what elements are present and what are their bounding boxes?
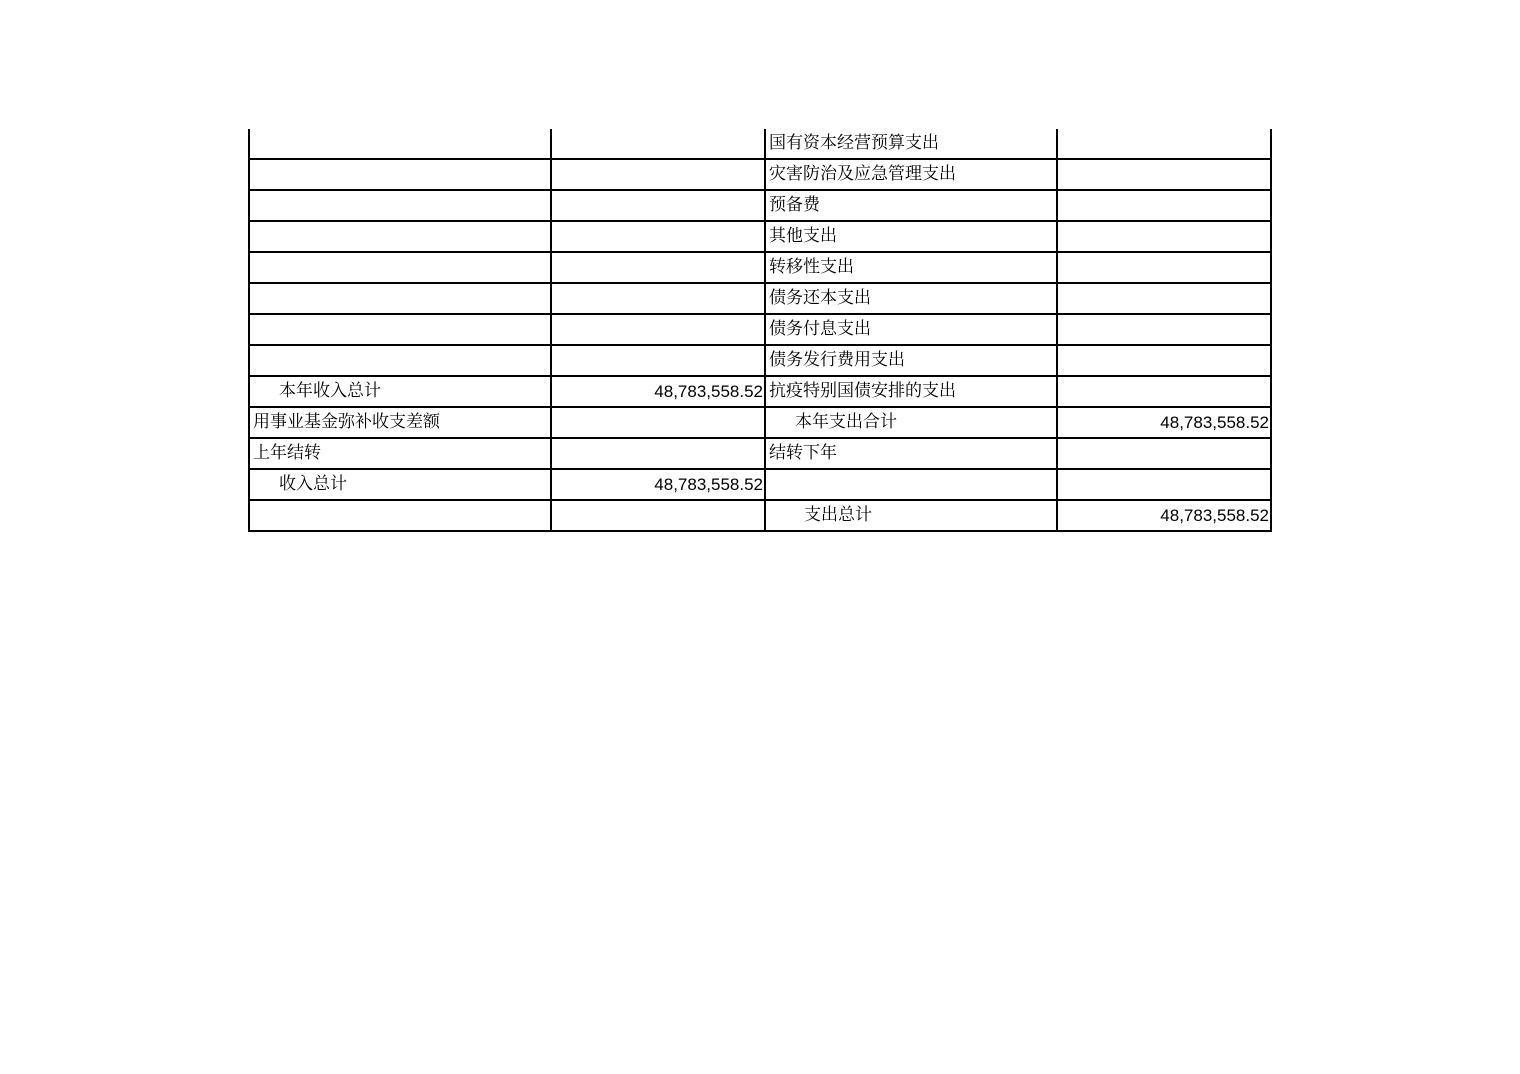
income-item-label xyxy=(249,159,551,190)
table-row xyxy=(249,376,1271,407)
income-item-amount xyxy=(551,190,765,221)
expense-item-label: 抗疫特别国债安排的支出 xyxy=(765,376,1057,407)
income-grand-total-amount: 48,783,558.52 xyxy=(551,469,765,500)
table-row xyxy=(249,438,1271,469)
income-item-amount xyxy=(551,129,765,159)
income-item-amount xyxy=(551,283,765,314)
table-row xyxy=(249,469,1271,500)
income-item-amount xyxy=(551,314,765,345)
income-item-amount xyxy=(551,500,765,531)
income-item-amount xyxy=(551,252,765,283)
income-item-amount xyxy=(551,345,765,376)
expense-item-label xyxy=(765,469,1057,500)
expense-year-total-label: 本年支出合计 xyxy=(765,407,1057,438)
income-item-amount xyxy=(551,438,765,469)
expense-item-label: 债务发行费用支出 xyxy=(765,345,1057,376)
table-row xyxy=(249,500,1271,531)
income-item-label xyxy=(249,221,551,252)
expense-item-label: 结转下年 xyxy=(765,438,1057,469)
income-year-total-amount: 48,783,558.52 xyxy=(551,376,765,407)
expense-item-label: 国有资本经营预算支出 xyxy=(765,129,1057,159)
expense-item-amount xyxy=(1057,283,1271,314)
expense-item-label: 债务付息支出 xyxy=(765,314,1057,345)
income-item-label xyxy=(249,252,551,283)
expense-item-amount xyxy=(1057,376,1271,407)
expense-item-label: 债务还本支出 xyxy=(765,283,1057,314)
table-row xyxy=(249,129,1271,159)
income-item-amount xyxy=(551,221,765,252)
table-row xyxy=(249,407,1271,438)
income-item-label: 用事业基金弥补收支差额 xyxy=(249,407,551,438)
table-row xyxy=(249,190,1271,221)
income-grand-total-label: 收入总计 xyxy=(249,469,551,500)
income-item-label xyxy=(249,129,551,159)
expense-item-label: 灾害防治及应急管理支出 xyxy=(765,159,1057,190)
table-row xyxy=(249,252,1271,283)
budget-summary-table xyxy=(248,129,1272,532)
table-row xyxy=(249,345,1271,376)
expense-item-amount xyxy=(1057,159,1271,190)
expense-year-total-amount: 48,783,558.52 xyxy=(1057,407,1271,438)
expense-item-label: 其他支出 xyxy=(765,221,1057,252)
expense-item-amount xyxy=(1057,129,1271,159)
income-item-label: 上年结转 xyxy=(249,438,551,469)
income-item-amount xyxy=(551,407,765,438)
expense-item-amount xyxy=(1057,252,1271,283)
expense-item-amount xyxy=(1057,314,1271,345)
table-row xyxy=(249,221,1271,252)
expense-item-amount xyxy=(1057,221,1271,252)
table-row xyxy=(249,159,1271,190)
expense-item-amount xyxy=(1057,469,1271,500)
income-item-label xyxy=(249,283,551,314)
table-row xyxy=(249,283,1271,314)
expense-item-amount xyxy=(1057,345,1271,376)
expense-item-label: 预备费 xyxy=(765,190,1057,221)
expense-item-label: 转移性支出 xyxy=(765,252,1057,283)
income-year-total-label: 本年收入总计 xyxy=(249,376,551,407)
income-item-label xyxy=(249,500,551,531)
expense-grand-total-label: 支出总计 xyxy=(765,500,1057,531)
table-row xyxy=(249,314,1271,345)
expense-item-amount xyxy=(1057,438,1271,469)
expense-grand-total-amount: 48,783,558.52 xyxy=(1057,500,1271,531)
income-item-amount xyxy=(551,159,765,190)
income-item-label xyxy=(249,345,551,376)
income-item-label xyxy=(249,314,551,345)
expense-item-amount xyxy=(1057,190,1271,221)
income-item-label xyxy=(249,190,551,221)
